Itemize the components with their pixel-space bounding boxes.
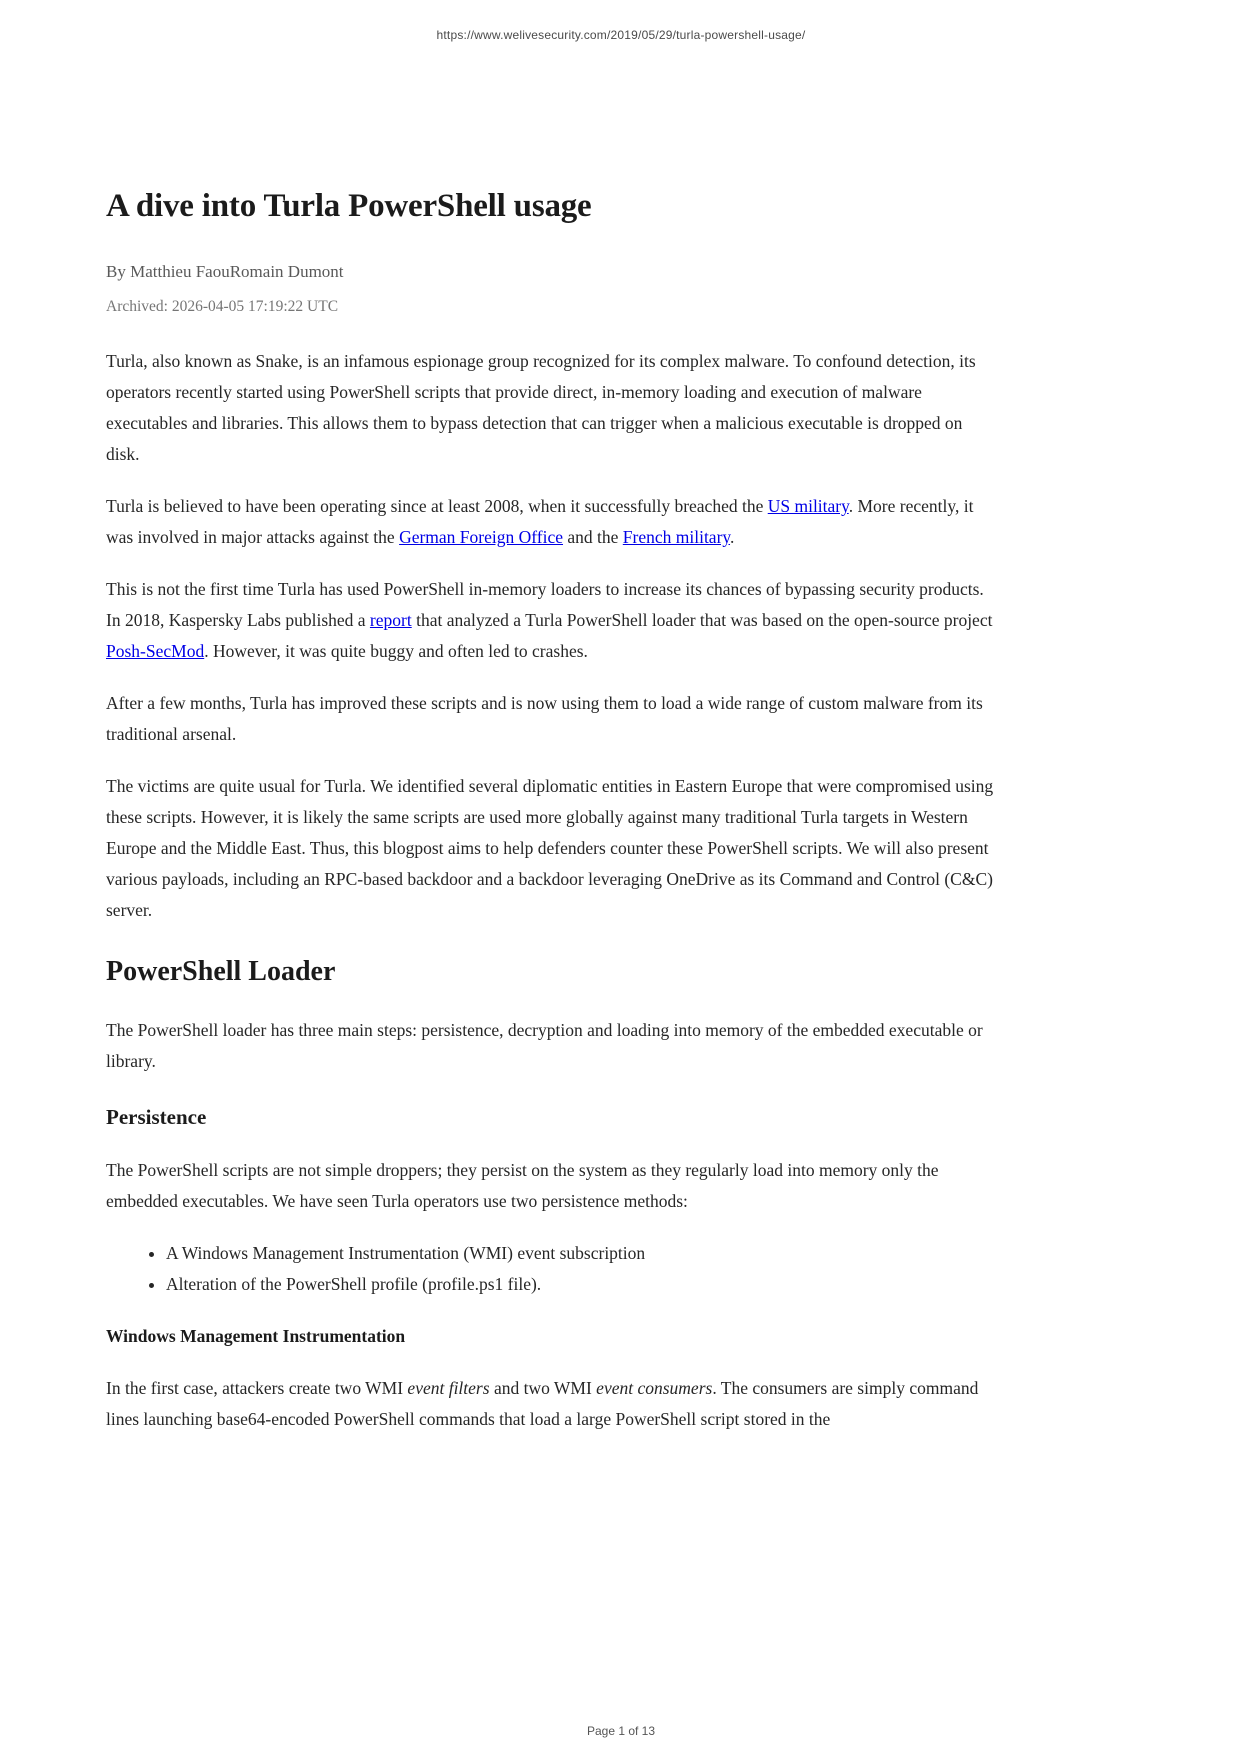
section-heading-wmi: Windows Management Instrumentation	[106, 1325, 406, 1346]
archive-timestamp: Archived: 2026-04-05 17:19:22 UTC	[106, 297, 339, 315]
byline: By Matthieu FaouRomain Dumont	[106, 261, 344, 281]
archive-header	[0, 0, 1242, 42]
paragraph-improved-scripts: After a few months, Turla has improved these scripts and is now using them to load a wide range of custom malware from its traditional arsenal.	[106, 692, 983, 744]
text-segment: In the first case, attackers create two WMI	[106, 1377, 408, 1398]
text-segment: that analyzed a Turla PowerShell loader that was based on the open-source project	[411, 609, 993, 630]
paragraph-loader-steps: The PowerShell loader has three main steps: persistence, decryption and loading into memory of the embedded executable or library.	[106, 1019, 983, 1071]
text-segment: and the	[563, 526, 623, 547]
us-military-link[interactable]: US military	[767, 495, 849, 516]
paragraph-victims: The victims are quite usual for Turla. We identified several diplomatic entities in Eastern Europe that were compromised using these scripts. However, it is likely the same scripts are used more globally against many traditional Turla targets in Western Europe and the Middle East. Thus, this blogpost aims to help defenders counter these PowerShell scripts. We will also present various payloads, including an RPC-based backdoor and a backdoor leveraging OneDrive as its Command and Control (C&C) server.	[106, 775, 994, 920]
page-footer	[0, 1724, 1242, 1738]
list-item-profile-alteration: • Alteration of the PowerShell profile (profile.ps1 file).	[166, 1269, 998, 1300]
posh-secmod-link[interactable]: Posh-SecMod	[106, 640, 205, 661]
german-foreign-office-link[interactable]: German Foreign Office	[399, 526, 563, 547]
paragraph-kaspersky	[106, 574, 998, 667]
archive-url: https://www.welivesecurity.com/2019/05/29/turla-powershell-usage/	[436, 28, 806, 42]
paragraph-wmi-detail	[106, 1373, 998, 1435]
report-link[interactable]: report	[369, 609, 412, 630]
emphasis-event-consumers: event consumers	[596, 1377, 713, 1398]
page-indicator: Page 1 of 13	[586, 1724, 656, 1738]
paragraph-history	[106, 491, 998, 553]
paragraph-intro: Turla, also known as Snake, is an infamous espionage group recognized for its complex malware. To confound detection, its operators recently started using PowerShell scripts that provide direct, in-memory loading and execution of malware executables and libraries. This allows them to bypass detection that can trigger when a malicious executable is dropped on disk.	[106, 350, 976, 464]
text-segment: . More recently, it was involved in major attacks against the	[106, 495, 974, 547]
section-heading-persistence: Persistence	[106, 1104, 207, 1129]
article-title: A dive into Turla PowerShell usage	[106, 188, 592, 224]
text-segment: . However, it was quite buggy and often led to crashes.	[204, 640, 588, 661]
persistence-methods-list	[106, 1238, 998, 1300]
text-segment: . The consumers are simply command lines launching base64-encoded PowerShell commands that load a large PowerShell script stored in the	[106, 1377, 979, 1429]
text-segment: Turla is believed to have been operating since at least 2008, when it successfully breached the	[106, 495, 768, 516]
paragraph-persistence: The PowerShell scripts are not simple droppers; they persist on the system as they regularly load into memory only the embedded executables. We have seen Turla operators use two persistence methods:	[106, 1159, 939, 1211]
text-segment: and two WMI	[489, 1377, 597, 1398]
article	[106, 188, 998, 1435]
section-heading-powershell-loader: PowerShell Loader	[106, 955, 336, 987]
text-segment: This is not the first time Turla has used PowerShell in-memory loaders to increase its chances of bypassing security products. In 2018, Kaspersky Labs published a	[106, 578, 984, 630]
emphasis-event-filters: event filters	[407, 1377, 490, 1398]
french-military-link[interactable]: French military	[622, 526, 731, 547]
text-segment: .	[730, 526, 735, 547]
list-item-wmi-subscription: • A Windows Management Instrumentation (WMI) event subscription	[166, 1238, 998, 1269]
